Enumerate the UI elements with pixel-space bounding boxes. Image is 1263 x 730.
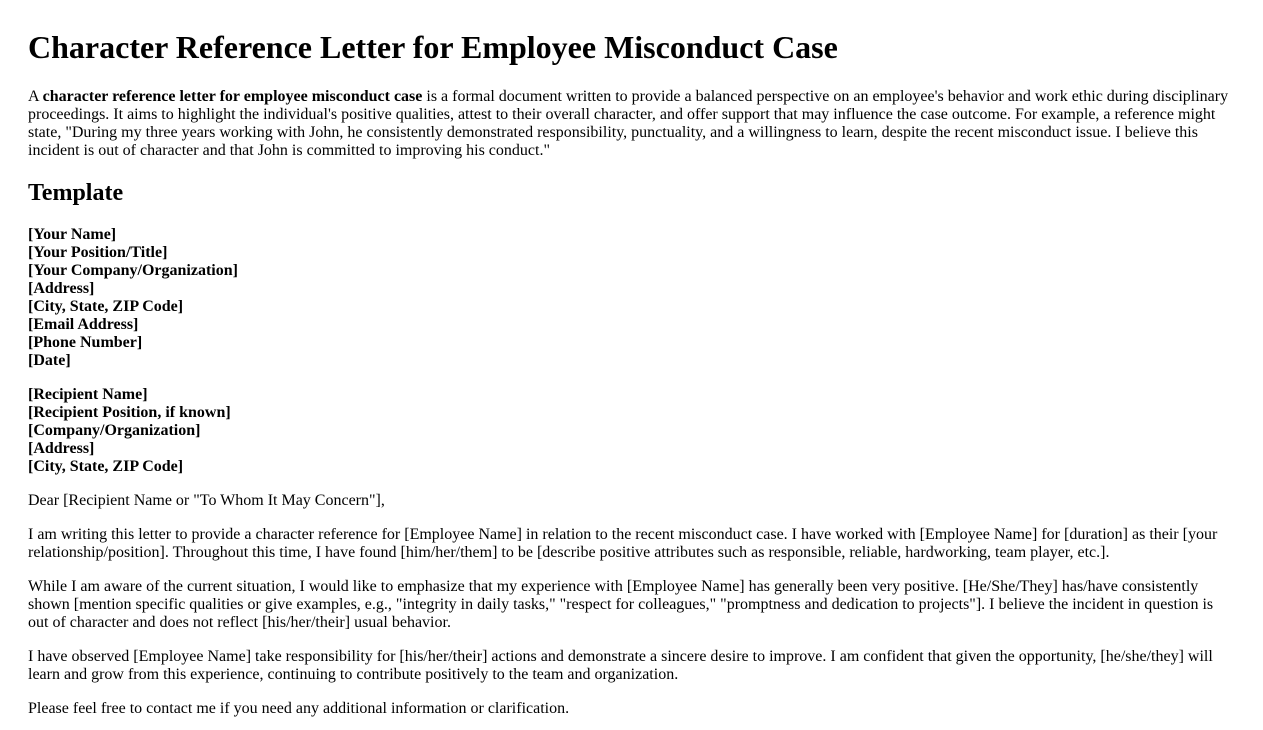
body-paragraph: I am writing this letter to provide a character reference for [Employee Name] in relation to the recent misconduct case. I have worked with [Employee Name] for [duration] as their [your relationship/position]. Throughout this time, I have found [him/her/them] to be [describe positive attributes such as responsible, reliable, hardworking, team player, etc.]. (28, 526, 1218, 561)
body-paragraph: Please feel free to contact me if you need any additional information or clarification. (28, 700, 570, 717)
sender-line: [Email Address] (28, 316, 139, 333)
recipient-address-block (28, 386, 1235, 476)
sender-line: [City, State, ZIP Code] (28, 298, 184, 315)
recipient-line: [Company/Organization] (28, 422, 201, 439)
sender-line: [Your Name] (28, 226, 117, 243)
sender-line: [Date] (28, 352, 71, 369)
sender-line: [Your Company/Organization] (28, 262, 238, 279)
sender-line: [Phone Number] (28, 334, 143, 351)
recipient-line: [Recipient Position, if known] (28, 404, 231, 421)
recipient-line: [City, State, ZIP Code] (28, 458, 184, 475)
intro-prefix: A (28, 88, 43, 105)
recipient-line: [Recipient Name] (28, 386, 148, 403)
intro-rest: is a formal document written to provide a balanced perspective on an employee's behavior and work ethic during disciplinary proceedings. It aims to highlight the individual's positive qualities, attest to their overall character, and offer support that may influence the case outcome. For example, a reference might state, "During my three years working with John, he consistently demonstrated responsibility, punctuality, and a willingness to learn, despite the recent misconduct issue. I believe this incident is out of character and that John is committed to improving his conduct." (28, 88, 1229, 159)
sender-address-block (28, 226, 1235, 370)
intro-bold-term: character reference letter for employee misconduct case (42, 88, 423, 105)
body-paragraph: While I am aware of the current situation, I would like to emphasize that my experience with [Employee Name] has generally been very positive. [He/She/They] has/have consistently shown [mention specific qualities or give examples, e.g., "integrity in daily tasks," "respect for colleagues," "promptness and dedication to projects"]. I believe the incident in question is out of character and does not reflect [his/her/their] usual behavior. (28, 578, 1214, 631)
intro-paragraph (28, 88, 1233, 160)
sender-line: [Your Position/Title] (28, 244, 168, 261)
body-paragraph: I have observed [Employee Name] take responsibility for [his/her/their] actions and demonstrate a sincere desire to improve. I am confident that given the opportunity, [he/she/they] will learn and grow from this experience, continuing to contribute positively to the team and organization. (28, 648, 1213, 683)
salutation: Dear [Recipient Name or "To Whom It May Concern"], (28, 492, 385, 509)
sender-line: [Address] (28, 280, 95, 297)
recipient-line: [Address] (28, 440, 95, 457)
page-title: Character Reference Letter for Employee Misconduct Case (28, 29, 838, 65)
template-heading: Template (28, 180, 124, 206)
